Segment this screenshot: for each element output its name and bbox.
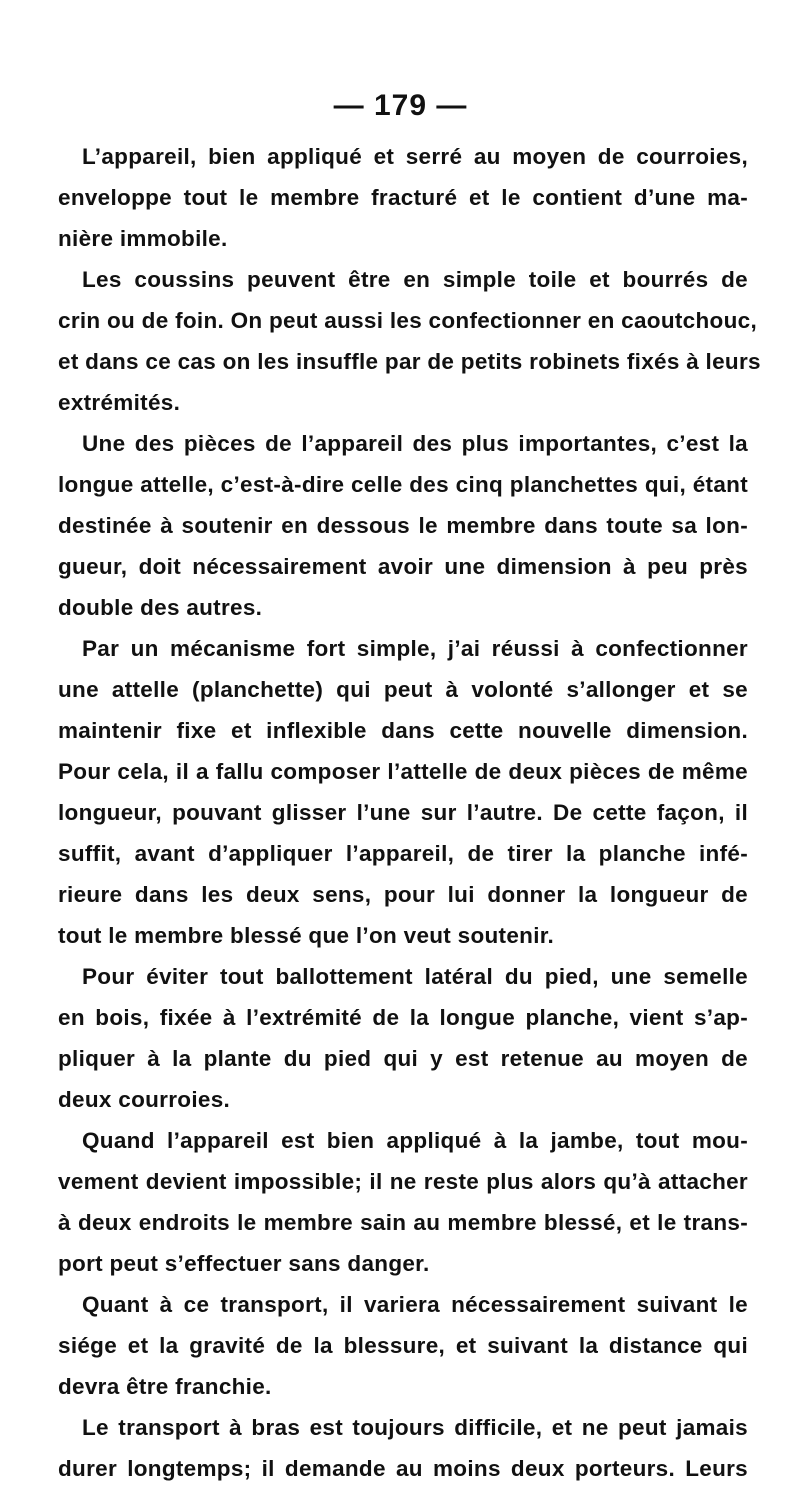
text-line: crin ou de foin. On peut aussi les confectionner en caoutchouc, bbox=[58, 308, 757, 333]
text-line: longue attelle, c’est-à-dire celle des cinq planchettes qui, étant bbox=[58, 472, 748, 497]
text-line: et dans ce cas on les insuffle par de petits robinets fixés à leurs bbox=[58, 349, 761, 374]
text-line: durer longtemps; il demande au moins deux porteurs. Leurs bbox=[58, 1456, 748, 1481]
text-line: Le transport à bras est toujours difficile, et ne peut jamais bbox=[82, 1415, 748, 1440]
text-line: siége et la gravité de la blessure, et suivant la distance qui bbox=[58, 1333, 748, 1358]
body-text bbox=[58, 136, 761, 1489]
text-line: devra être franchie. bbox=[58, 1374, 272, 1399]
text-line: Quand l’appareil est bien appliqué à la jambe, tout mou- bbox=[82, 1128, 748, 1153]
text-line: suffit, avant d’appliquer l’appareil, de tirer la planche infé- bbox=[58, 841, 748, 866]
text-line: tout le membre blessé que l’on veut soutenir. bbox=[58, 923, 555, 948]
page-number: — 179 — bbox=[333, 89, 468, 122]
text-line: extrémités. bbox=[58, 390, 181, 415]
text-line: deux courroies. bbox=[58, 1087, 231, 1112]
text-line: Une des pièces de l’appareil des plus importantes, c’est la bbox=[82, 431, 748, 456]
text-line: une attelle (planchette) qui peut à volonté s’allonger et se bbox=[58, 677, 748, 702]
text-line: Par un mécanisme fort simple, j’ai réussi à confectionner bbox=[82, 636, 748, 661]
text-line: destinée à soutenir en dessous le membre dans toute sa lon- bbox=[58, 513, 748, 538]
text-line: Quant à ce transport, il variera nécessairement suivant le bbox=[82, 1292, 748, 1317]
text-line: L’appareil, bien appliqué et serré au moyen de courroies, bbox=[82, 144, 748, 169]
text-line: en bois, fixée à l’extrémité de la longue planche, vient s’ap- bbox=[58, 1005, 748, 1030]
text-line: Pour cela, il a fallu composer l’attelle de deux pièces de même bbox=[58, 759, 748, 784]
text-line: enveloppe tout le membre fracturé et le contient d’une ma- bbox=[58, 185, 748, 210]
text-line: pliquer à la plante du pied qui y est retenue au moyen de bbox=[58, 1046, 748, 1071]
text-line: Les coussins peuvent être en simple toile et bourrés de bbox=[82, 267, 748, 292]
text-line: rieure dans les deux sens, pour lui donner la longueur de bbox=[58, 882, 748, 907]
text-line: à deux endroits le membre sain au membre blessé, et le trans- bbox=[58, 1210, 748, 1235]
text-line: gueur, doit nécessairement avoir une dimension à peu près bbox=[58, 554, 748, 579]
text-line: maintenir fixe et inflexible dans cette nouvelle dimension. bbox=[58, 718, 748, 743]
text-line: longueur, pouvant glisser l’une sur l’autre. De cette façon, il bbox=[58, 800, 748, 825]
text-line: Pour éviter tout ballottement latéral du pied, une semelle bbox=[82, 964, 748, 989]
text-line: nière immobile. bbox=[58, 226, 228, 251]
text-line: double des autres. bbox=[58, 595, 263, 620]
text-line: vement devient impossible; il ne reste plus alors qu’à attacher bbox=[58, 1169, 748, 1194]
text-line: port peut s’effectuer sans danger. bbox=[58, 1251, 430, 1276]
